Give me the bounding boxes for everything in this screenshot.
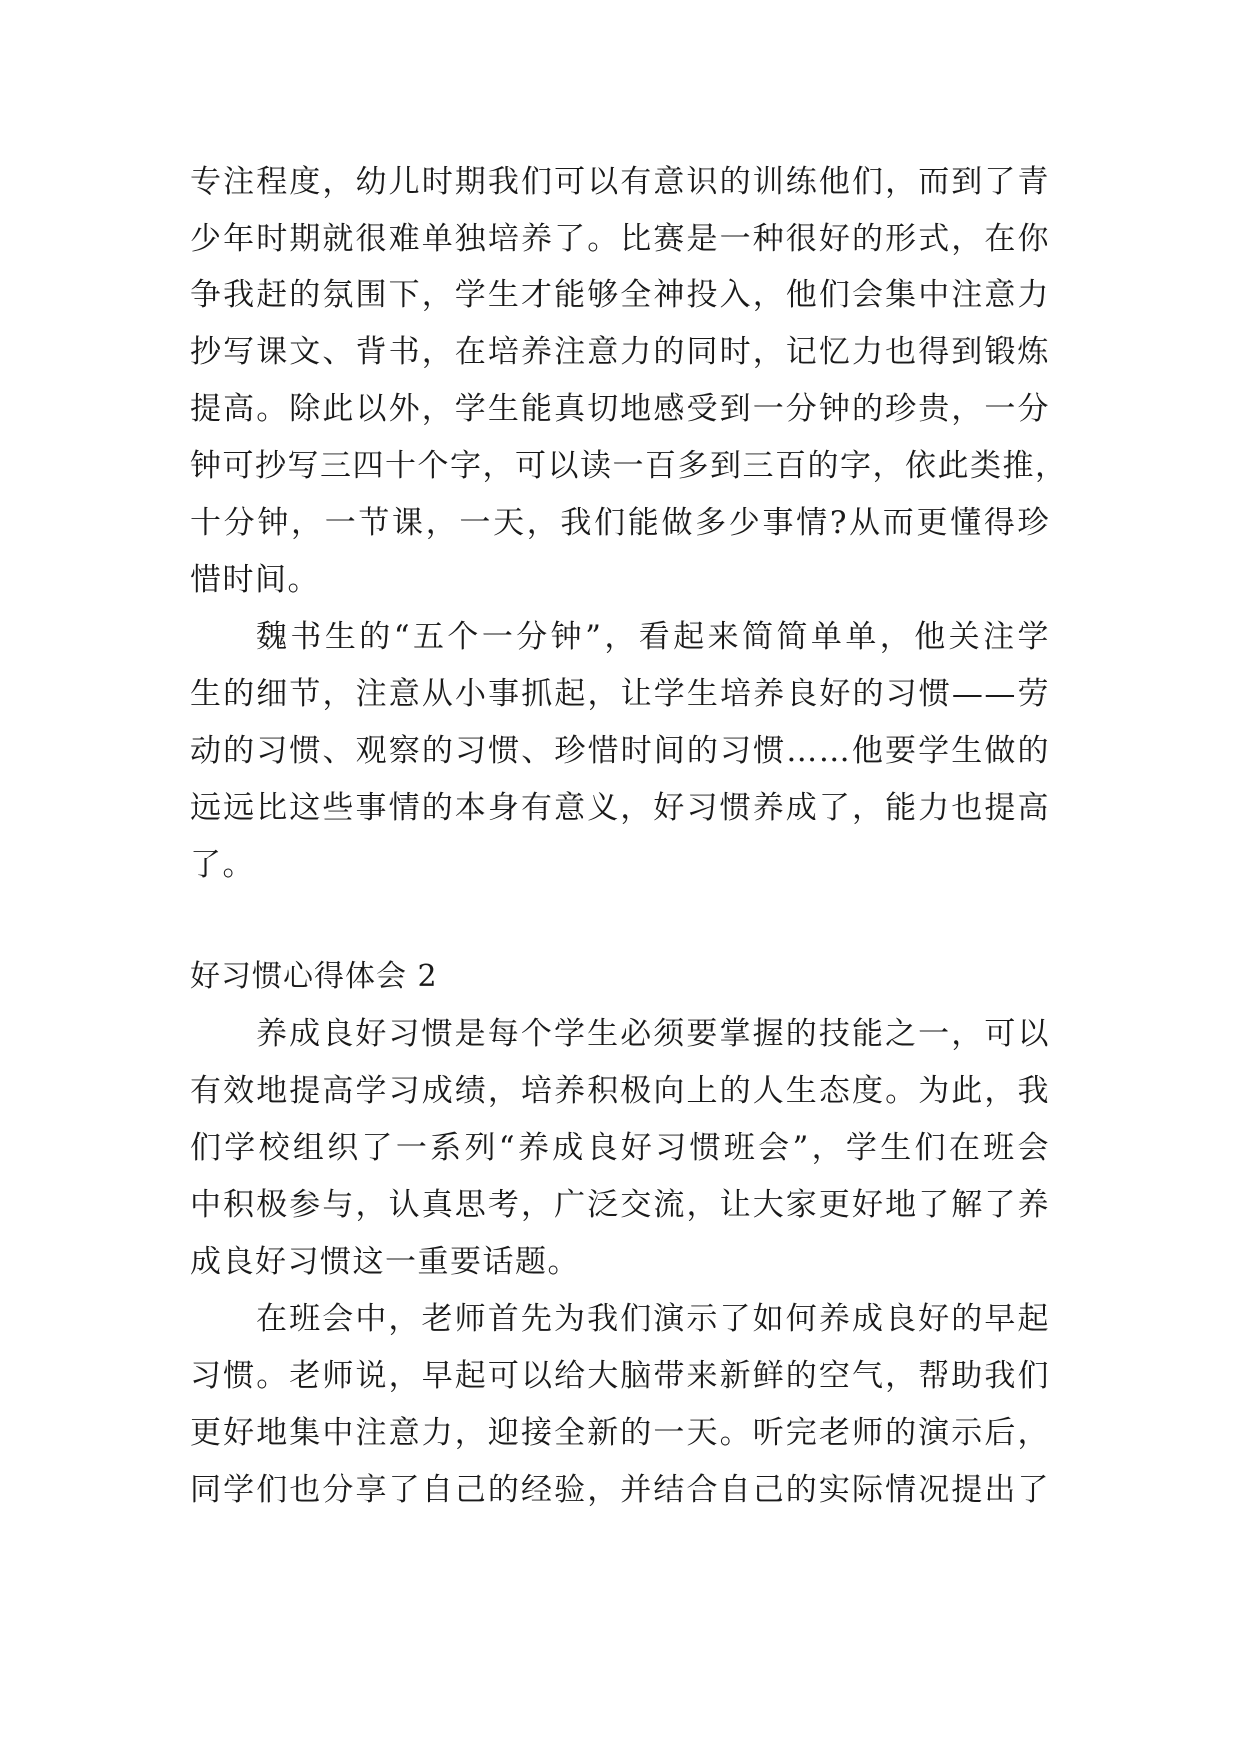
text-line: 在班会中，老师首先为我们演示了如何养成良好的早起	[256, 1301, 1050, 1337]
text-line: 养成良好习惯是每个学生必须要掌握的技能之一，可以	[256, 1016, 1050, 1052]
text-line: 成良好习惯这一重要话题。	[190, 1244, 580, 1280]
text-line: 惜时间。	[190, 562, 320, 598]
text-line: 了。	[190, 847, 255, 883]
text-line: 十分钟，一节课，一天，我们能做多少事情?从而更懂得珍	[190, 505, 1050, 541]
text-line: 远远比这些事情的本身有意义，好习惯养成了，能力也提高	[190, 790, 1050, 826]
text-line: 习惯。老师说，早起可以给大脑带来新鲜的空气，帮助我们	[190, 1358, 1050, 1394]
section-title: 好习惯心得体会 2	[190, 959, 438, 994]
text-line: 同学们也分享了自己的经验，并结合自己的实际情况提出了	[190, 1472, 1050, 1508]
text-line: 有效地提高学习成绩，培养积极向上的人生态度。为此，我	[190, 1073, 1050, 1109]
text-line: 抄写课文、背书，在培养注意力的同时，记忆力也得到锻炼	[190, 334, 1050, 370]
text-line: 更好地集中注意力，迎接全新的一天。听完老师的演示后，	[190, 1415, 1050, 1451]
text-line: 动的习惯、观察的习惯、珍惜时间的习惯……他要学生做的	[190, 733, 1050, 769]
text-line: 中积极参与，认真思考，广泛交流，让大家更好地了解了养	[190, 1187, 1050, 1223]
text-line: 少年时期就很难单独培养了。比赛是一种很好的形式，在你	[190, 221, 1050, 257]
text-line: 生的细节，注意从小事抓起，让学生培养良好的习惯——劳	[190, 676, 1050, 712]
text-line: 们学校组织了一系列“养成良好习惯班会”，学生们在班会	[190, 1130, 1050, 1166]
text-line: 提高。除此以外，学生能真切地感受到一分钟的珍贵，一分	[190, 391, 1050, 427]
text-line: 钟可抄写三四十个字，可以读一百多到三百的字，依此类推，	[190, 448, 1068, 484]
text-line: 争我赶的氛围下，学生才能够全神投入，他们会集中注意力	[190, 277, 1050, 313]
text-line: 魏书生的“五个一分钟”，看起来简简单单，他关注学	[256, 619, 1050, 655]
text-line: 专注程度，幼儿时期我们可以有意识的训练他们，而到了青	[190, 164, 1050, 200]
